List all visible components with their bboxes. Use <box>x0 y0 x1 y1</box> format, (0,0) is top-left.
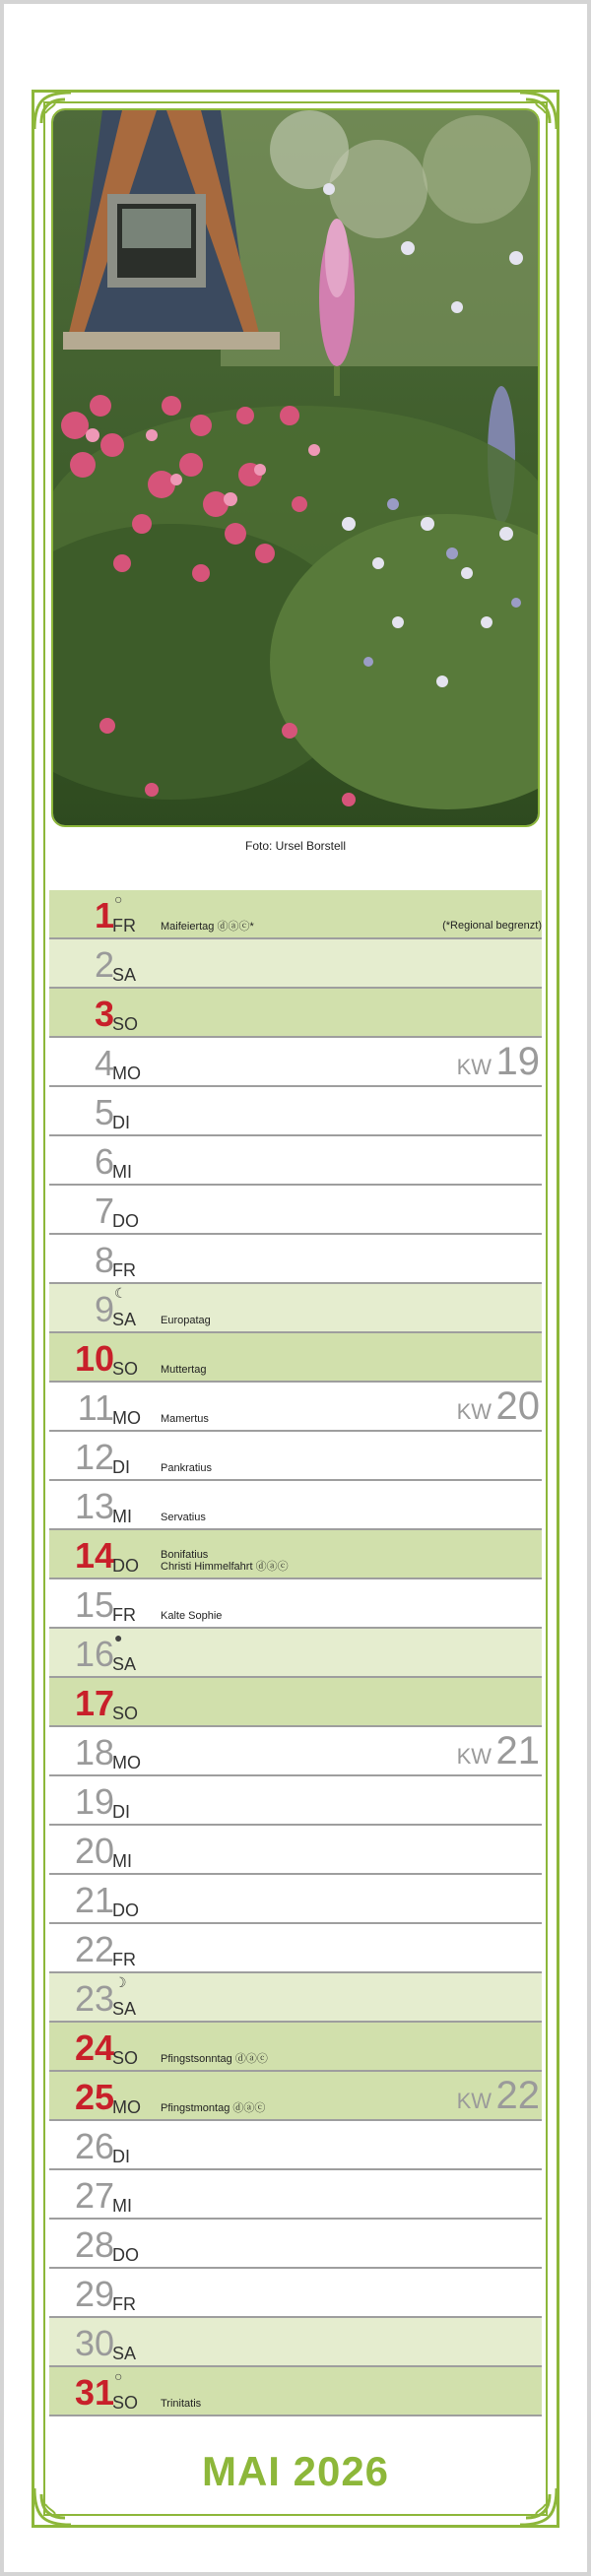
day-events <box>161 1364 206 1376</box>
day-events <box>161 2053 268 2065</box>
moon-phase-icon: ○ <box>114 891 123 907</box>
weekday-label: MO <box>112 1063 141 1083</box>
weekday-label: FR <box>112 2294 136 2314</box>
day-number: 8 <box>94 1240 114 1280</box>
weekday-label: SO <box>112 1359 139 1379</box>
day-number: 29 <box>75 2274 115 2314</box>
day-number: 15 <box>75 1584 115 1625</box>
event-text: Christi Himmelfahrt ⓓⓐⓒ <box>161 1561 289 1573</box>
day-number: 23 <box>75 1978 115 2019</box>
day-row <box>49 2170 542 2220</box>
day-number: 21 <box>75 1880 115 1920</box>
day-number: 18 <box>75 1732 115 1772</box>
garden-illustration <box>53 110 540 827</box>
day-number: 9 <box>94 1289 114 1329</box>
calendar-week-number: 20 <box>495 1385 540 1428</box>
event-text: Pankratius <box>161 1462 212 1474</box>
calendar-week <box>457 1731 540 1771</box>
day-row <box>49 1284 542 1333</box>
weekday-label: DO <box>112 1211 139 1231</box>
moon-phase-icon: ● <box>114 1630 123 1645</box>
weekday-label: MO <box>112 2097 141 2117</box>
weekday-label: FR <box>112 916 136 935</box>
day-number: 10 <box>75 1338 115 1379</box>
weekday-label: SO <box>112 2393 139 2413</box>
weekday-label: DI <box>112 2147 130 2166</box>
day-row <box>49 1383 542 1432</box>
day-number: 22 <box>75 1929 115 1969</box>
weekday-label: SO <box>112 1014 139 1034</box>
day-number: 13 <box>75 1486 115 1526</box>
day-list <box>49 890 542 2416</box>
day-number: 5 <box>94 1092 114 1132</box>
day-number: 28 <box>75 2224 115 2265</box>
calendar-week-label: KW <box>456 1399 492 1424</box>
weekday-label: SA <box>112 965 137 985</box>
moon-phase-icon: ☽ <box>114 1974 127 1990</box>
day-number: 30 <box>75 2323 115 2363</box>
weekday-label: DO <box>112 1900 139 1920</box>
day-row <box>49 1432 542 1481</box>
weekday-label: SO <box>112 1704 139 1723</box>
day-events <box>161 2102 265 2114</box>
weekday-label: DI <box>112 1457 130 1477</box>
day-row <box>49 1333 542 1383</box>
day-events <box>161 2398 201 2410</box>
day-row <box>49 1678 542 1727</box>
calendar-week-label: KW <box>456 2089 492 2113</box>
weekday-label: SA <box>112 1310 137 1329</box>
day-row <box>49 2269 542 2318</box>
event-text: Trinitatis <box>161 2398 202 2410</box>
day-number: 31 <box>75 2372 115 2413</box>
day-row <box>49 1530 542 1579</box>
event-text: Maifeiertag ⓓⓐⓒ* <box>161 921 254 933</box>
day-number: 27 <box>75 2175 115 2216</box>
weekday-label: FR <box>112 1260 136 1280</box>
day-row <box>49 1727 542 1776</box>
day-row <box>49 2367 542 2416</box>
calendar-week-number: 22 <box>495 2074 540 2117</box>
moon-phase-icon: ☾ <box>114 1285 127 1301</box>
day-row <box>49 989 542 1038</box>
calendar-week-label: KW <box>456 1744 492 1769</box>
weekday-label: DI <box>112 1802 130 1822</box>
day-number: 3 <box>94 994 114 1034</box>
day-row <box>49 1481 542 1530</box>
day-number: 17 <box>75 1683 115 1723</box>
day-number: 2 <box>94 944 114 985</box>
day-number: 25 <box>75 2077 115 2117</box>
weekday-label: MO <box>112 1753 141 1772</box>
day-row <box>49 2072 542 2121</box>
weekday-label: MI <box>112 2196 132 2216</box>
day-number: 16 <box>75 1634 115 1674</box>
calendar-week-number: 21 <box>495 1729 540 1772</box>
calendar-week <box>457 1386 540 1426</box>
calendar-week-label: KW <box>456 1055 492 1079</box>
calendar-week <box>457 1042 540 1081</box>
day-events <box>161 1413 209 1425</box>
day-events <box>161 1462 212 1474</box>
day-row <box>49 1776 542 1826</box>
garden-photo <box>51 108 540 827</box>
weekday-label: MI <box>112 1851 132 1871</box>
day-number: 19 <box>75 1781 115 1822</box>
weekday-label: DO <box>112 2245 139 2265</box>
weekday-label: SA <box>112 1654 137 1674</box>
day-row <box>49 1924 542 1973</box>
day-number: 24 <box>75 2028 115 2068</box>
day-row <box>49 1629 542 1678</box>
day-row <box>49 1186 542 1235</box>
event-text: Pfingstsonntag ⓓⓐⓒ <box>161 2053 268 2065</box>
day-number: 7 <box>94 1191 114 1231</box>
event-text: Kalte Sophie <box>161 1610 223 1622</box>
day-row <box>49 1579 542 1629</box>
day-row <box>49 1136 542 1186</box>
day-number: 6 <box>94 1141 114 1182</box>
moon-phase-icon: ○ <box>114 2368 123 2384</box>
day-row <box>49 1973 542 2023</box>
day-events <box>161 1512 206 1523</box>
day-number: 4 <box>94 1043 114 1083</box>
regional-note: (*Regional begrenzt) <box>442 920 542 932</box>
day-row <box>49 2220 542 2269</box>
photo-credit: Foto: Ursel Borstell <box>244 839 347 853</box>
calendar-week-number: 19 <box>495 1040 540 1083</box>
day-number: 12 <box>75 1437 115 1477</box>
event-text: Pfingstmontag ⓓⓐⓒ <box>161 2102 266 2114</box>
day-row <box>49 2023 542 2072</box>
day-number: 26 <box>75 2126 115 2166</box>
weekday-label: DI <box>112 1113 130 1132</box>
weekday-label: SO <box>112 2048 139 2068</box>
weekday-label: SA <box>112 1999 137 2019</box>
weekday-label: SA <box>112 2344 137 2363</box>
day-row <box>49 1087 542 1136</box>
day-events <box>161 1549 289 1573</box>
day-number: 1 <box>94 895 114 935</box>
event-text: Europatag <box>161 1315 211 1326</box>
day-events <box>161 921 254 933</box>
calendar-week <box>457 2076 540 2115</box>
weekday-label: MI <box>112 1507 132 1526</box>
weekday-label: DO <box>112 1556 139 1576</box>
day-row <box>49 939 542 989</box>
day-row <box>49 2318 542 2367</box>
day-number: 14 <box>75 1535 115 1576</box>
day-number: 20 <box>75 1831 115 1871</box>
event-text: Muttertag <box>161 1364 207 1376</box>
month-title: MAI 2026 <box>201 2448 390 2494</box>
weekday-label: MO <box>112 1408 141 1428</box>
event-text: Mamertus <box>161 1413 209 1425</box>
day-number: 11 <box>77 1387 114 1428</box>
weekday-label: FR <box>112 1605 136 1625</box>
day-row <box>49 1826 542 1875</box>
day-row <box>49 1875 542 1924</box>
day-events <box>161 1610 222 1622</box>
weekday-label: FR <box>112 1950 136 1969</box>
day-row <box>49 890 542 939</box>
weekday-label: MI <box>112 1162 132 1182</box>
day-row <box>49 1235 542 1284</box>
day-row <box>49 1038 542 1087</box>
event-text: Bonifatius <box>161 1549 209 1561</box>
day-row <box>49 2121 542 2170</box>
event-text: Servatius <box>161 1512 206 1523</box>
day-events <box>161 1315 211 1326</box>
